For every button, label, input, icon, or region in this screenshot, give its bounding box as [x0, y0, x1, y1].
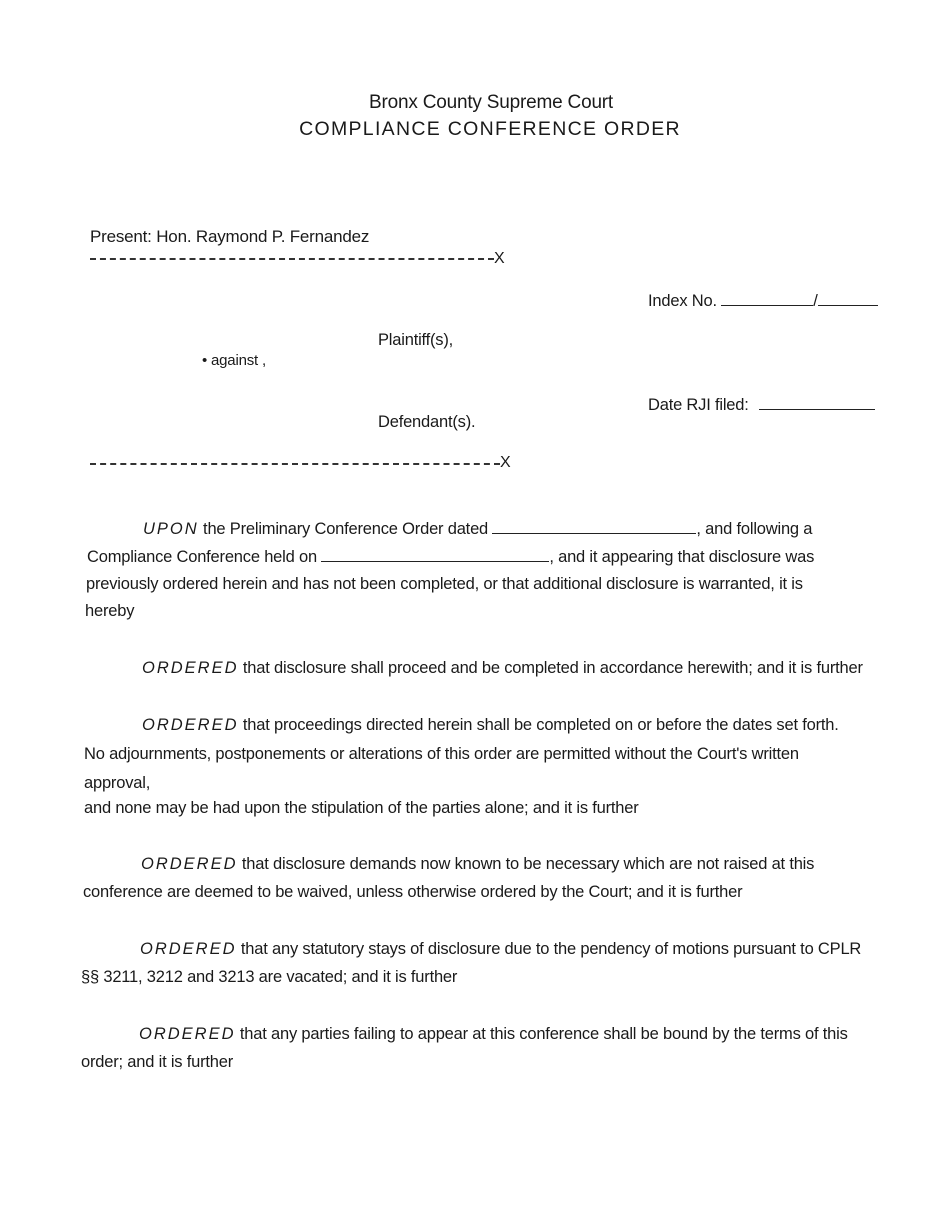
- ordered-paragraph-4-line-1: ORDERED that any statutory stays of disclosure due to the pendency of motions pursuant to CPLR: [140, 940, 862, 958]
- compliance-conference-date-blank[interactable]: [321, 547, 549, 562]
- ordered-keyword: ORDERED: [141, 855, 238, 873]
- caption-bottom-x: X: [500, 454, 511, 471]
- index-number-separator: /: [813, 292, 818, 310]
- upon-line-3: previously ordered herein and has not been completed, or that additional disclosure is warranted, it is: [86, 575, 803, 593]
- ordered-paragraph-2-line-4: and none may be had upon the stipulation of the parties alone; and it is further: [84, 799, 639, 817]
- date-rji-field[interactable]: [648, 395, 875, 415]
- court-name: Bronx County Supreme Court: [368, 92, 614, 113]
- document-title: COMPLIANCE CONFERENCE ORDER: [299, 118, 681, 140]
- ordered-keyword: ORDERED: [142, 716, 239, 734]
- upon-line-4: hereby: [85, 602, 135, 620]
- against-label: • against ,: [202, 352, 266, 369]
- ordered-paragraph-5-line-1: ORDERED that any parties failing to appear at this conference shall be bound by the terms of this: [139, 1025, 848, 1043]
- index-number-blank[interactable]: [721, 291, 813, 306]
- upon-keyword: UPON: [143, 520, 199, 538]
- index-number-label: Index No.: [648, 292, 717, 310]
- caption-bottom-rule: [90, 463, 500, 465]
- ordered-paragraph-2-line-2: No adjournments, postponements or alterations of this order are permitted without the Court's written: [84, 745, 799, 763]
- ordered-paragraph-5-line-2: order; and it is further: [81, 1053, 234, 1071]
- ordered-paragraph-3-line-2: conference are deemed to be waived, unless otherwise ordered by the Court; and it is further: [83, 883, 743, 901]
- ordered-paragraph-3-line-1: ORDERED that disclosure demands now known to be necessary which are not raised at this: [141, 855, 815, 873]
- ordered-paragraph-1: ORDERED that disclosure shall proceed and be completed in accordance herewith; and it is further: [142, 659, 863, 677]
- index-number-field[interactable]: [648, 291, 878, 311]
- preliminary-order-date-blank[interactable]: [492, 519, 696, 534]
- upon-line-1: UPON the Preliminary Conference Order dated , and following a: [143, 520, 813, 538]
- ordered-paragraph-4-line-2: §§ 3211, 3212 and 3213 are vacated; and it is further: [81, 968, 458, 986]
- caption-top-rule: [90, 258, 494, 260]
- caption-top-x: X: [494, 250, 505, 267]
- index-year-blank[interactable]: [818, 291, 878, 306]
- date-rji-blank[interactable]: [759, 395, 875, 410]
- plaintiff-label: Plaintiff(s),: [378, 331, 454, 349]
- upon-line-2: Compliance Conference held on , and it appearing that disclosure was: [87, 548, 815, 566]
- present-judge: Present: Hon. Raymond P. Fernandez: [90, 227, 370, 246]
- ordered-paragraph-2-line-1: ORDERED that proceedings directed herein shall be completed on or before the dates set forth.: [142, 716, 839, 734]
- ordered-keyword: ORDERED: [140, 940, 237, 958]
- defendant-label: Defendant(s).: [378, 413, 476, 431]
- ordered-paragraph-2-line-3: approval,: [84, 774, 151, 792]
- ordered-keyword: ORDERED: [139, 1025, 236, 1043]
- date-rji-label: Date RJI filed:: [648, 396, 749, 414]
- ordered-keyword: ORDERED: [142, 659, 239, 677]
